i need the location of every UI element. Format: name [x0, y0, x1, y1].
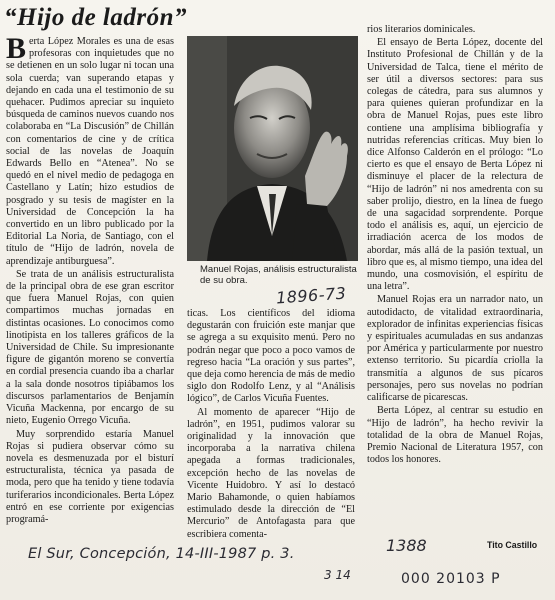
paragraph-7: El ensayo de Berta López, docente del Instituto Profesional de Chillán y de la Universidad de Talca, tiene el mérito de ser útil a diversos sectores: para sus colegas de cátedra, para sus alumnos y para quienes quieran profundizar en la obra de Manuel Rojas, pues este libro contiene una amplísima bibliografía y nutridas referencias críticas. Muy bien lo dice Alfonso Calderón en el prólogo: “Lo cierto es que el ensayo de Berta López ni disminuye el placer de la relectura de “Hijo de ladrón” ni nos amedrenta con su saber prolijo, diestro, en la línea de fuego de una sagacidad sorprendente. Porque todo el análisis es, aquí, un ejercicio de irradiación acerca de los modos de abordar, más allá de la pasión textual, un libro que es, al mismo tiempo, una idea del mundo, una cosmovisión, el espíritu de una letra”. — [367, 37, 543, 293]
portrait-photo — [187, 36, 358, 261]
paragraph-1-text: erta López Morales es una de esas profesoras con inquietudes que no se detienen en un solo lugar ni tocan una sola cuerda; van superando etapas y dejando en cada una el testimonio de su quehacer. Pudimos apreciar su inquieto búsqueda de caminos nuevos cuando nos colaboraba en “La Discusión” de Chillán con comentarios de cine y de crítica social de las novelas de Joaquín Edwards Bello en “Atenea”. No se quedó en el nivel medio de pedagoga en Castellano y Latín; hizo estudios de posgrado y su tesis de magíster en la Universidad de Concepción la ha convertido en un libro publicado por la Editorial La Noria, de Santiago, con el título de “Hijo de ladrón, novela de aprendizaje antiburguesa”. — [6, 36, 174, 267]
portrait-illustration — [187, 36, 358, 261]
paragraph-4: ticas. Los científicos del idioma degustarán con fruición este manjar que se agrega a su exquisito menú. Pero no podrán negar que poco a poco vamos de regreso hacia “La oración y sus partes”, que deja como herencia de más de medio siglo don Rodolfo Lenz, y al “Análisis lógico”, de Carlos Vicuña Fuentes. — [187, 308, 355, 405]
archive-stamp-number: 000 20103 P — [401, 571, 501, 587]
photo-caption: Manuel Rojas, análisis estructuralista de su obra. — [200, 264, 357, 286]
paragraph-5: Al momento de aparecer “Hijo de ladrón”, en 1951, pudimos valorar su originalidad y la innovación que incorporaba a la narrativa chilena apegada a formas tradicionales, excepción hecho de las novelas de Vicente Huidobro. Y así lo destacó Mario Bahamonde, o quien habíamos estimulado desde la dirección de “El Mercurio” de Antofagasta para que escribiera comenta- — [187, 406, 355, 540]
article-headline: “Hijo de ladrón” — [4, 4, 188, 31]
article-column-2 — [187, 308, 355, 541]
article-column-3 — [367, 24, 543, 466]
paragraph-9: Berta López, al centrar su estudio en “Hijo de ladrón”, ha hecho revivir la totalidad de la obra de Manuel Rojas, Premio Nacional de Literatura 1957, con todos los honores. — [367, 405, 543, 466]
paragraph-6: rios literarios dominicales. — [367, 24, 476, 35]
handwritten-source-note: El Sur, Concepción, 14-III-1987 p. 3. — [28, 546, 295, 562]
paragraph-3: Muy sorprendido estaría Manuel Rojas si pudiera observar cómo su novela es desmenuzada por el bisturí estructuralista, técnica ya pasada de moda, pero que ha tenido y tiene todavía turiferarios incondicionales. Berta López entró en ese corriente por exigencias programá- — [6, 428, 174, 525]
article-column-1 — [6, 32, 174, 526]
paragraph-2: Se trata de un análisis estructuralista de la principal obra de ese gran escritor que fuera Manuel Rojas, con quien compartimos muchas jornadas en distintas ocasiones. Lo conocimos como linotipista en los talleres gráficos de la Universidad de Chile. Su impresionante figure de gigantón moreno se convertía en cordial presencia cuando iba a charlar a la sala donde nosotros tipiábamos los discursos parlamentarios de Benjamín Vicuña Mackenna, por encargo de su nieto, Eugenio Orrego Vicuña. — [6, 268, 174, 427]
handwritten-photo-number: 1896-73 — [275, 283, 347, 308]
paragraph-8: Manuel Rojas era un narrador nato, un autodidacto, de vitalidad extraordinaria, explorador de infinitas experiencias físicas y espirituales acumuladas en sus andanzas por América y particularmente por nuestro extenso territorio. Su picardía criolla la transmitía a algunos de sus pícaros personajes, pero sus novelas no podrían calificarse de picarescas. — [367, 294, 543, 404]
paragraph-1 — [6, 32, 174, 268]
drop-cap: B — [6, 32, 27, 65]
handwritten-note-314: 3 14 — [324, 568, 351, 582]
handwritten-note-1388: 1388 — [386, 536, 427, 555]
author-signature: Tito Castillo — [487, 540, 538, 550]
